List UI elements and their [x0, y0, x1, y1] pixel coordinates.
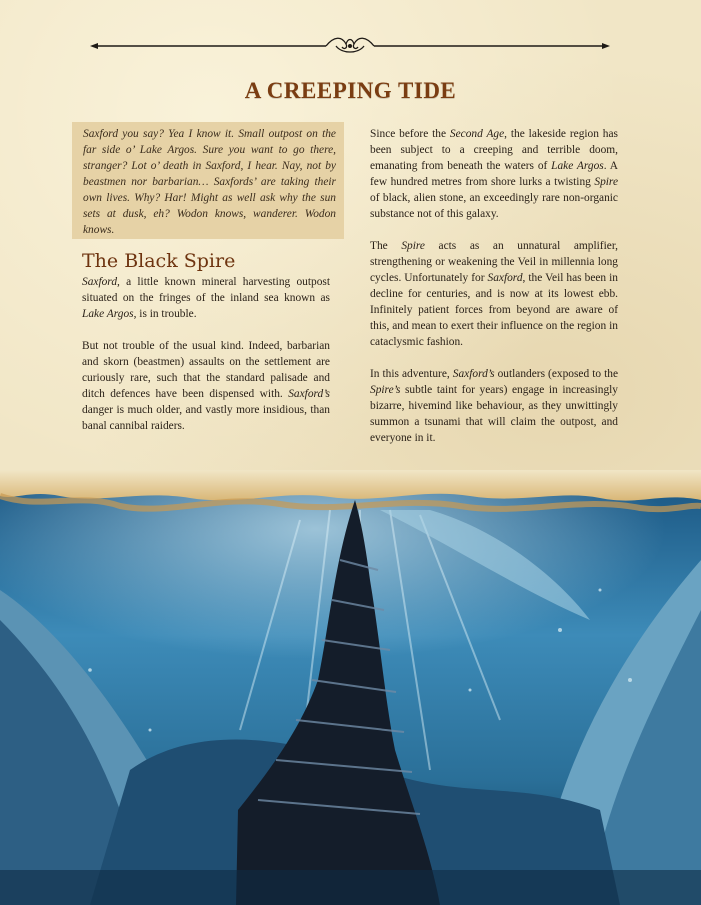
divider-flourish-icon: [90, 34, 610, 58]
left-column: [82, 250, 330, 450]
right-paragraph-2: The Spire acts as an unnatural amplifier, strengthening or weakening the Veil in millennia long cycles. Unfortunately for Saxford, the Veil has been in decline for centuries, and is now at its lowest ebb. Infinitely patient forces from beyond are aware of this, and mean to exert their influence on the region in cataclysmic fashion.: [370, 240, 619, 348]
left-paragraph-2: But not trouble of the usual kind. Indeed, barbarian and skorn (beastmen) assaults on the settlement are curiously rare, such that the standard palisade and ditch defences have been dispensed with. Saxford’s danger is much older, and vastly more insidious, than banal cannibal raiders.: [82, 340, 330, 432]
quote-box: [72, 122, 344, 239]
underwater-spire-illustration: [0, 470, 701, 905]
left-paragraph-1: Saxford, a little known mineral harvesting outpost situated on the fringes of the inland sea known as Lake Argos, is in trouble.: [82, 276, 330, 320]
right-paragraph-1: Since before the Second Age, the lakeside region has been subject to a creeping and terrible doom, emanating from beneath the waters of Lake Argos. A few hundred metres from shore lurks a twisting Spire of black, alien stone, an exceedingly rare non-organic substance not of this galaxy.: [370, 128, 618, 220]
quote-text: Saxford you say? Yea I know it. Small outpost on the far side o’ Lake Argos. Sure you want to go there, stranger? Lot o’ death in Saxford, I hear. Nay, not by beastmen nor barbarian… Saxfords’ are taking their own lives. Why? Har! Might as well ask why the sun sets at dusk, eh? Wodon knows, wanderer. Wodon knows.: [83, 128, 336, 236]
right-column: [370, 126, 618, 462]
page-title: A CREEPING TIDE: [244, 78, 457, 103]
right-paragraph-3: In this adventure, Saxford’s outlanders (exposed to the Spire’s subtle taint for years) engage in increasingly bizarre, hivemind like behaviour, as they unwittingly summon a tsunami that will claim the outpost, and everyone in it.: [370, 368, 619, 444]
section-heading: The Black Spire: [82, 250, 236, 272]
